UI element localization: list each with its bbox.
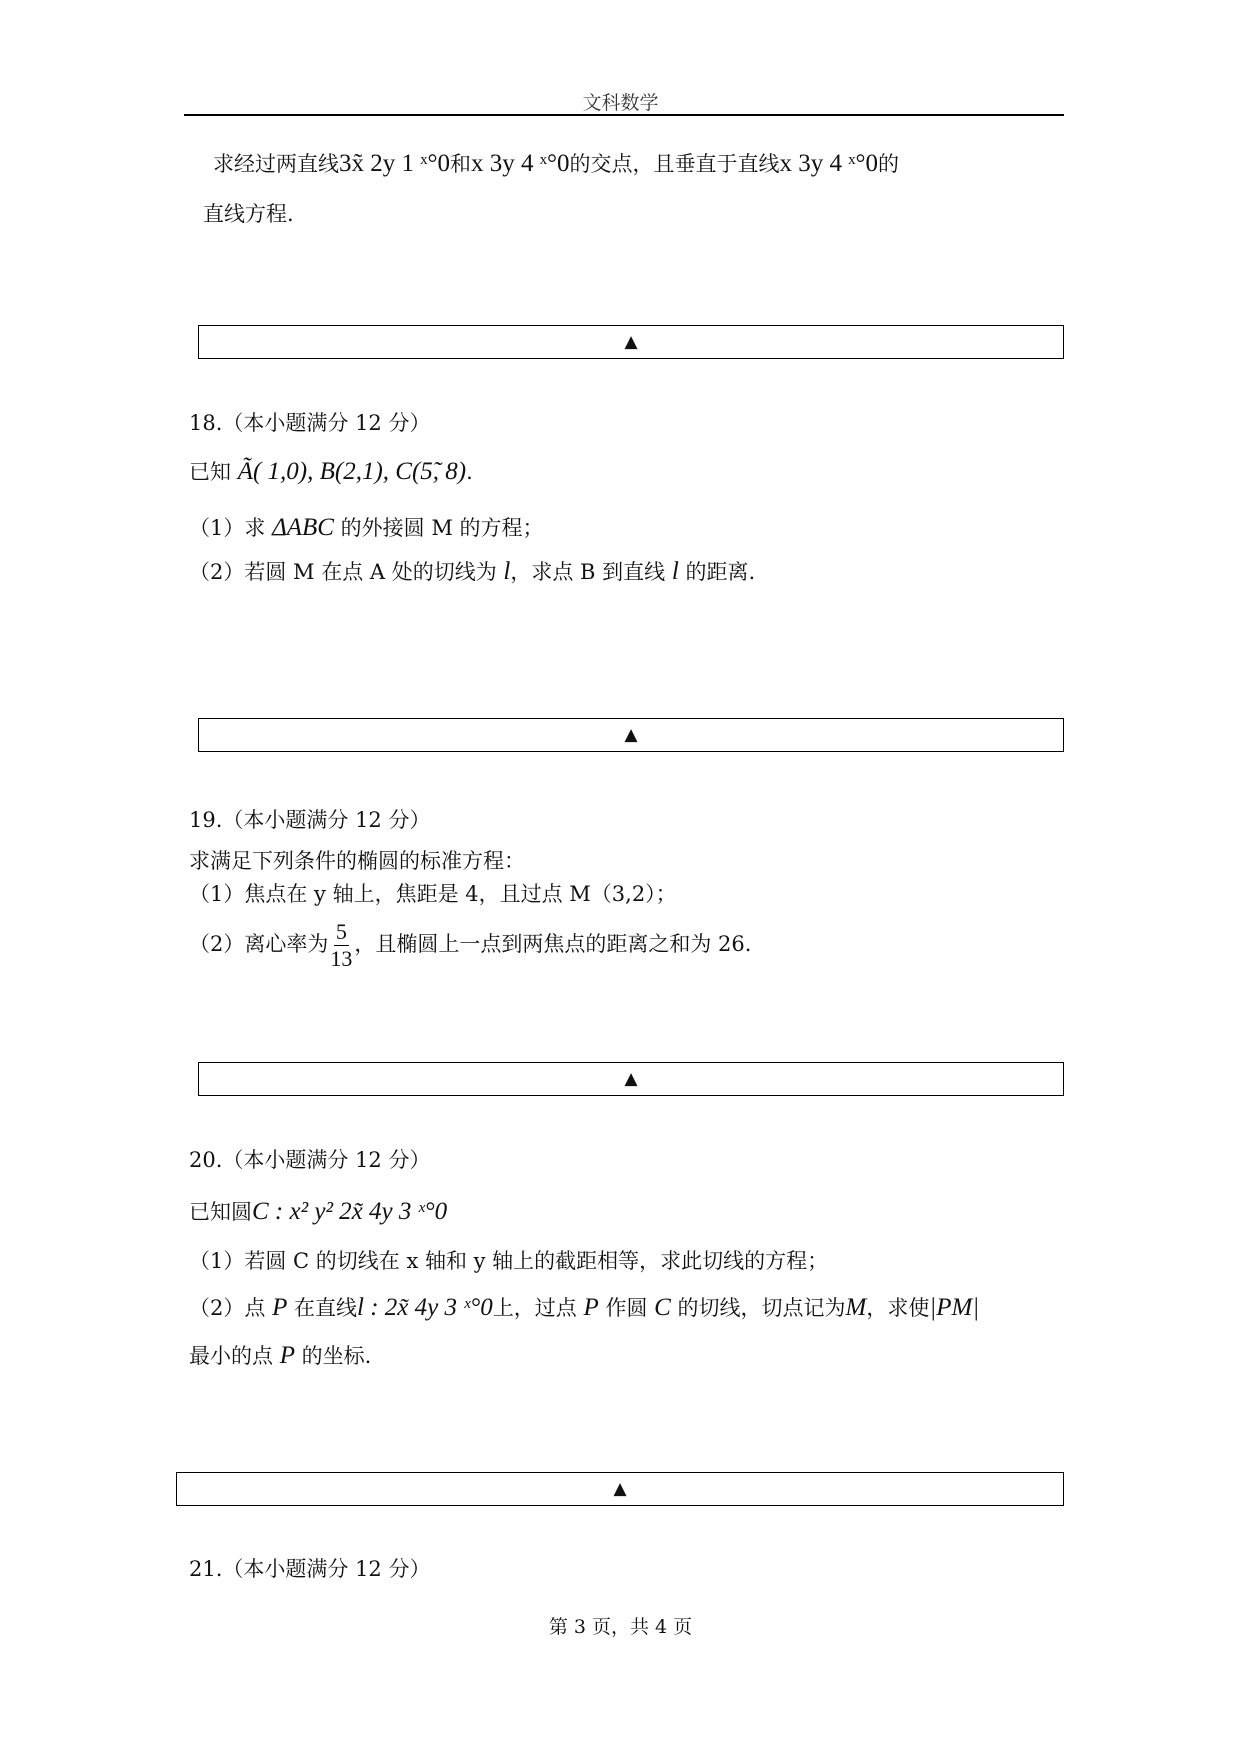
q19-part1: （1）焦点在 y 轴上，焦距是 4，且过点 M（3,2）； [189, 882, 677, 906]
q20-p2-line2-text-a: 最小的点 [189, 1344, 273, 1368]
q18-p2-text-a: （2）若圆 M 在点 A 处的切线为 [189, 560, 497, 584]
q20-p2-pm-abs: |PM| [929, 1294, 980, 1321]
q21-title: 21.（本小题满分 12 分） [189, 1557, 431, 1581]
q17-eq2: x 3y 4 ˣ°0 [470, 150, 570, 177]
q17-line1 [213, 150, 899, 178]
q20-title: 20.（本小题满分 12 分） [189, 1148, 431, 1172]
q19-part2 [189, 914, 751, 974]
q17-eq1: 3x̃ 2y 1 ˣ°0 [339, 150, 450, 177]
q20-p2-circle-c: C [654, 1294, 671, 1321]
q18-p2-text-c: 的距离. [685, 560, 756, 584]
answer-marker-icon: ▲ [624, 1069, 638, 1089]
q17-text-d: 的 [877, 152, 899, 176]
q20-p2-text-f: ，求使 [866, 1296, 930, 1320]
q20-given [189, 1198, 447, 1226]
q18-part2 [189, 558, 755, 586]
q18-p1-text-b: 的外接圆 M 的方程； [340, 516, 544, 540]
page-footer: 第 3 页，共 4 页 [548, 1616, 693, 1638]
q18-given-math: Ã( 1,0), B(2,1), C(5̃, 8) [237, 458, 467, 485]
q18-given-text: 已知 [189, 460, 231, 484]
q18-p2-text-b: ，求点 B 到直线 [510, 560, 666, 584]
q19-eccentricity-fraction [330, 919, 352, 972]
q20-part2-line1 [189, 1294, 979, 1322]
q20-given-math: C : x² y² 2x̃ 4y 3 ˣ°0 [252, 1198, 448, 1225]
q18-p2-l1: l [503, 558, 511, 585]
q20-given-text: 已知圆 [189, 1200, 252, 1224]
q18-p1-math: ΔABC [272, 514, 334, 541]
q20-p2-point-p1: P [272, 1294, 288, 1321]
q20-p2-text-b: 在直线 [294, 1296, 358, 1320]
q18-title: 18.（本小题满分 12 分） [189, 411, 431, 435]
q20-p2-line2-point-p: P [279, 1342, 295, 1369]
q20-p2-line2-text-b: 的坐标. [301, 1344, 372, 1368]
q20-p2-point-m: M [845, 1294, 867, 1321]
q17-line2: 直线方程. [203, 202, 294, 226]
answer-box-17 [198, 325, 1064, 359]
q18-given-period: . [466, 460, 473, 484]
q19-p2-text-b: ，且椭圆上一点到两焦点的距离之和为 26. [354, 932, 752, 956]
header-rule [184, 114, 1064, 116]
header-title: 文科数学 [582, 92, 659, 114]
q20-p2-text-a: （2）点 [189, 1296, 266, 1320]
q18-given [189, 458, 473, 486]
answer-box-19 [198, 1062, 1064, 1096]
q17-text-b: 和 [449, 152, 471, 176]
q17-text-c: 的交点，且垂直于直线 [569, 152, 780, 176]
q20-p2-text-c: 上，过点 [492, 1296, 577, 1320]
answer-marker-icon: ▲ [624, 725, 638, 745]
answer-box-18 [198, 718, 1064, 752]
q17-text-a: 求经过两直线 [213, 152, 339, 176]
q20-p2-line-math: l : 2x̃ 4y 3 ˣ°0 [357, 1294, 493, 1321]
q18-p2-l2: l [671, 558, 679, 585]
q18-p1-text-a: （1）求 [189, 516, 266, 540]
q18-part1 [189, 514, 544, 542]
q19-p2-text-a: （2）离心率为 [189, 932, 329, 956]
q19-title: 19.（本小题满分 12 分） [189, 808, 431, 832]
answer-marker-icon: ▲ [624, 332, 638, 352]
q19-intro: 求满足下列条件的椭圆的标准方程： [189, 849, 525, 873]
answer-box-20 [176, 1472, 1064, 1506]
answer-marker-icon: ▲ [613, 1479, 627, 1499]
q20-p2-point-p2: P [583, 1294, 599, 1321]
fraction-denominator: 13 [330, 946, 353, 971]
q20-part1: （1）若圆 C 的切线在 x 轴和 y 轴上的截距相等，求此切线的方程； [189, 1249, 829, 1273]
q17-eq3: x 3y 4 ˣ°0 [779, 150, 878, 177]
fraction-numerator: 5 [335, 919, 347, 944]
q20-part2-line2 [189, 1342, 371, 1370]
q20-p2-text-e: 的切线，切点记为 [677, 1296, 846, 1320]
q20-p2-text-d: 作圆 [605, 1296, 648, 1320]
